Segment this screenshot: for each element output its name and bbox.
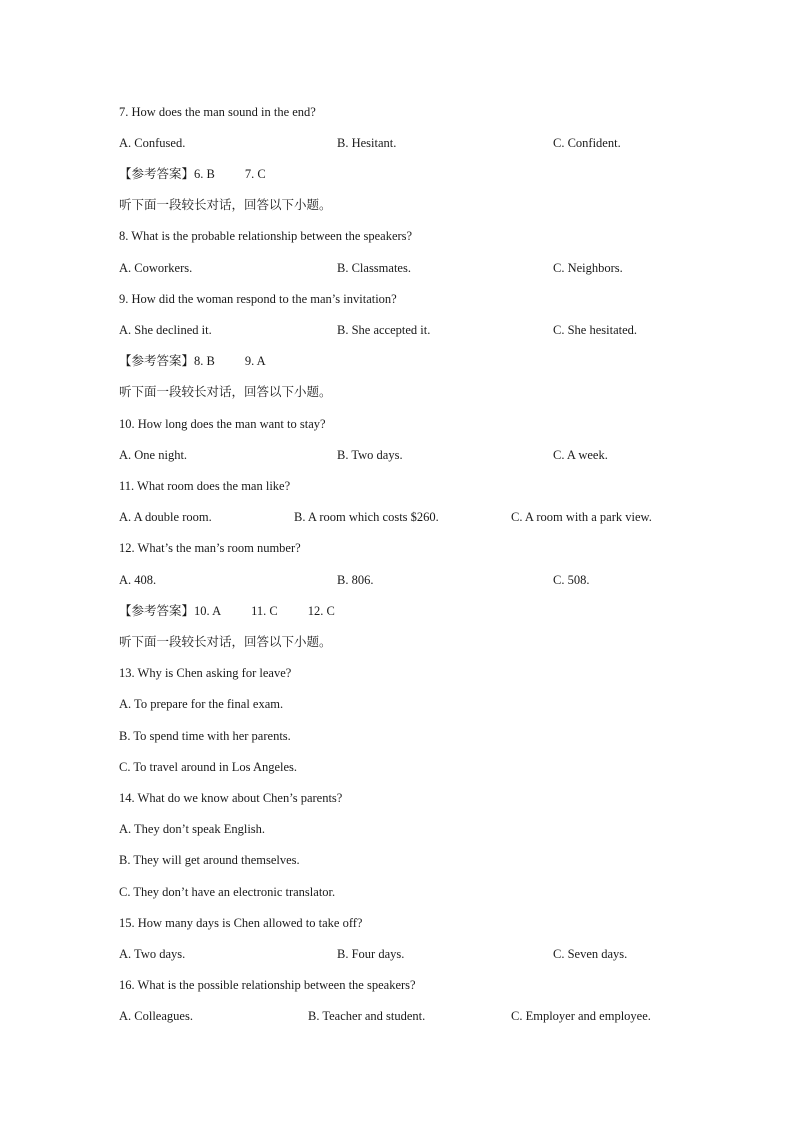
- answer-block-2: [119, 353, 296, 369]
- q8-option-b: B. Classmates.: [337, 261, 411, 275]
- q10-option-b: B. Two days.: [337, 448, 403, 462]
- q10-option-c: C. A week.: [553, 448, 608, 462]
- q8-option-c: C. Neighbors.: [553, 261, 623, 275]
- q9-option-b: B. She accepted it.: [337, 323, 431, 337]
- question-8: 8. What is the probable relationship between the speakers?: [119, 229, 413, 243]
- question-11: 11. What room does the man like?: [119, 479, 291, 493]
- q7-option-a: A. Confused.: [119, 136, 186, 150]
- question-15: 15. How many days is Chen allowed to take off?: [119, 916, 363, 930]
- answer-item: 7. C: [244, 167, 266, 181]
- section-instruction: 听下面一段较长对话，回答以下小题。: [119, 634, 332, 649]
- q10-option-a: A. One night.: [119, 448, 188, 462]
- q12-option-c: C. 508.: [553, 573, 590, 587]
- q7-option-b: B. Hesitant.: [337, 136, 397, 150]
- answer-item: 11. C: [251, 604, 278, 618]
- question-7: 7. How does the man sound in the end?: [119, 105, 316, 119]
- q15-option-a: A. Two days.: [119, 947, 186, 961]
- answer-block-1: [119, 166, 296, 182]
- q11-option-c: C. A room with a park view.: [511, 510, 652, 524]
- q16-option-b: B. Teacher and student.: [308, 1009, 426, 1023]
- q15-option-b: B. Four days.: [337, 947, 405, 961]
- q11-option-b: B. A room which costs $260.: [294, 510, 439, 524]
- q9-option-a: A. She declined it.: [119, 323, 212, 337]
- question-16: 16. What is the possible relationship between the speakers?: [119, 978, 416, 992]
- answer-item: 9. A: [244, 354, 266, 368]
- q13-option-a: A. To prepare for the final exam.: [119, 697, 284, 711]
- answer-item: 12. C: [307, 604, 335, 618]
- q11-option-a: A. A double room.: [119, 510, 212, 524]
- answer-label: 【参考答案】: [119, 166, 195, 181]
- answer-item: 6. B: [194, 167, 215, 181]
- question-10: 10. How long does the man want to stay?: [119, 417, 326, 431]
- q12-option-a: A. 408.: [119, 573, 157, 587]
- section-instruction: 听下面一段较长对话，回答以下小题。: [119, 384, 332, 399]
- question-14: 14. What do we know about Chen’s parents?: [119, 791, 343, 805]
- question-9: 9. How did the woman respond to the man’s invitation?: [119, 292, 397, 306]
- answer-label: 【参考答案】: [119, 353, 195, 368]
- q13-option-b: B. To spend time with her parents.: [119, 729, 291, 743]
- q13-option-c: C. To travel around in Los Angeles.: [119, 760, 298, 774]
- q16-option-c: C. Employer and employee.: [511, 1009, 651, 1023]
- q14-option-c: C. They don’t have an electronic translator.: [119, 885, 336, 899]
- question-12: 12. What’s the man’s room number?: [119, 541, 301, 555]
- q9-option-c: C. She hesitated.: [553, 323, 638, 337]
- q14-option-a: A. They don’t speak English.: [119, 822, 266, 836]
- answer-block-3: [119, 603, 365, 619]
- answer-item: 10. A: [194, 604, 222, 618]
- q8-option-a: A. Coworkers.: [119, 261, 193, 275]
- q7-option-c: C. Confident.: [553, 136, 621, 150]
- q16-option-a: A. Colleagues.: [119, 1009, 193, 1023]
- q12-option-b: B. 806.: [337, 573, 374, 587]
- q15-option-c: C. Seven days.: [553, 947, 628, 961]
- section-instruction: 听下面一段较长对话，回答以下小题。: [119, 197, 332, 212]
- q14-option-b: B. They will get around themselves.: [119, 853, 300, 867]
- question-13: 13. Why is Chen asking for leave?: [119, 666, 292, 680]
- answer-item: 8. B: [194, 354, 215, 368]
- answer-label: 【参考答案】: [119, 603, 195, 618]
